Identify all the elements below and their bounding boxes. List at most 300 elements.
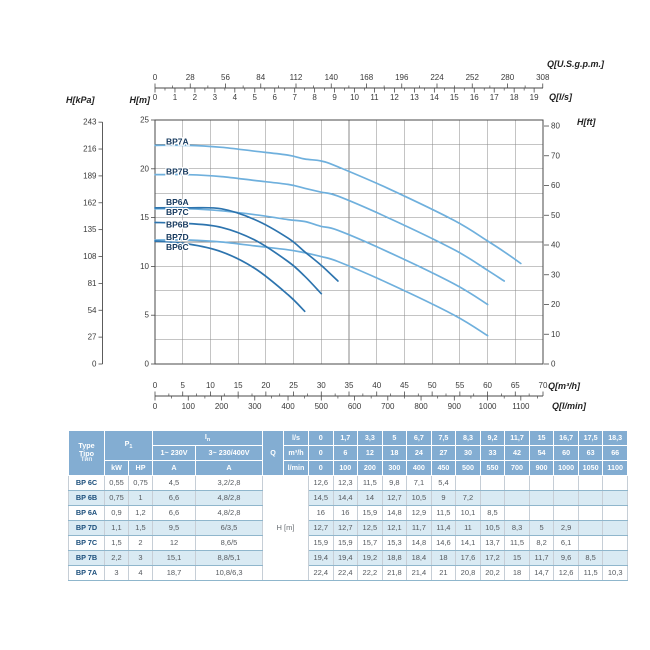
h-value-cell: 14,7 — [529, 566, 554, 581]
svg-text:54: 54 — [87, 305, 97, 315]
svg-text:55: 55 — [455, 381, 465, 390]
h-value-cell: 13,7 — [480, 536, 505, 551]
flow-m3h-value: 60 — [554, 446, 579, 461]
header-row-2 — [69, 446, 628, 461]
svg-text:0: 0 — [92, 359, 97, 369]
hp-value-cell: 4 — [129, 566, 153, 581]
h-value-cell — [603, 536, 628, 551]
flow-m3h-value: 54 — [529, 446, 554, 461]
svg-text:196: 196 — [395, 73, 409, 82]
svg-text:10: 10 — [350, 93, 359, 102]
svg-text:243: 243 — [83, 117, 97, 127]
h-value-cell: 19,4 — [309, 551, 334, 566]
svg-text:0: 0 — [152, 73, 158, 82]
svg-text:140: 140 — [324, 73, 338, 82]
v400-header: 3~ 230/400V — [196, 446, 263, 461]
type-cell: BP 6B — [69, 491, 105, 506]
h-value-cell — [505, 476, 530, 491]
svg-text:20: 20 — [261, 381, 271, 390]
flow-m3h-value: 63 — [578, 446, 603, 461]
amp-230-header: A — [153, 461, 196, 476]
h-value-cell: 11,7 — [407, 521, 432, 536]
type-header — [69, 431, 105, 476]
svg-text:50: 50 — [551, 210, 560, 220]
flow-lmin-value: 1100 — [603, 461, 628, 476]
h-value-cell — [505, 506, 530, 521]
svg-text:17: 17 — [489, 93, 499, 102]
flow-ls-value: 6,7 — [407, 431, 432, 446]
in-header: $I_n$ — [153, 431, 263, 446]
h-value-cell — [603, 521, 628, 536]
h-value-cell: 11,5 — [431, 506, 456, 521]
curve-label-BP7B: BP7B — [166, 166, 189, 177]
curve-label-BP7D: BP7D — [166, 232, 189, 243]
flow-ls-value: 7,5 — [431, 431, 456, 446]
h-value-cell: 7,1 — [407, 476, 432, 491]
flow-ls-value: 17,5 — [578, 431, 603, 446]
flow-ls-value: 1,7 — [333, 431, 358, 446]
amp-230-value-cell: 15,1 — [153, 551, 196, 566]
svg-text:70: 70 — [538, 381, 548, 390]
h-value-cell — [480, 491, 505, 506]
unit-ls-header: l/s — [284, 431, 309, 446]
svg-text:Q[l/s]: Q[l/s] — [549, 92, 573, 102]
svg-text:100: 100 — [181, 402, 195, 411]
svg-text:14: 14 — [429, 93, 439, 102]
h-value-cell: 14,6 — [431, 536, 456, 551]
h-value-cell: 15,9 — [333, 536, 358, 551]
h-value-cell: 17,6 — [456, 551, 481, 566]
svg-text:1: 1 — [172, 93, 178, 102]
svg-text:25: 25 — [289, 381, 299, 390]
flow-lmin-value: 1000 — [554, 461, 579, 476]
p1-header: $P_1$ — [105, 431, 153, 461]
svg-text:15: 15 — [233, 381, 243, 390]
svg-text:200: 200 — [214, 402, 229, 411]
pump-row-bp6b — [69, 491, 628, 506]
unit-lmin-header: l/min — [284, 461, 309, 476]
svg-text:800: 800 — [414, 402, 428, 411]
svg-text:0: 0 — [152, 402, 158, 411]
header-row-1 — [69, 431, 628, 446]
h-value-cell: 5 — [529, 521, 554, 536]
svg-text:81: 81 — [87, 278, 97, 288]
h-value-cell — [578, 476, 603, 491]
h-value-cell: 14,8 — [382, 506, 407, 521]
h-value-cell: 11,4 — [431, 521, 456, 536]
svg-text:40: 40 — [372, 381, 382, 390]
svg-text:25: 25 — [140, 115, 149, 125]
amp-400-header: A — [196, 461, 263, 476]
svg-text:28: 28 — [185, 73, 195, 82]
table-header — [69, 431, 628, 476]
hp-value-cell: 1 — [129, 491, 153, 506]
h-value-cell: 15,3 — [382, 536, 407, 551]
svg-text:1000: 1000 — [478, 402, 497, 411]
kw-value-cell: 2,2 — [105, 551, 129, 566]
flow-m3h-value: 0 — [309, 446, 334, 461]
flow-m3h-value: 12 — [358, 446, 383, 461]
h-value-cell: 18 — [431, 551, 456, 566]
h-value-cell: 8,5 — [578, 551, 603, 566]
curve-labels — [166, 136, 189, 252]
h-value-cell: 20,2 — [480, 566, 505, 581]
svg-text:10: 10 — [140, 261, 149, 271]
svg-text:70: 70 — [551, 151, 560, 161]
flow-ls-value: 0 — [309, 431, 334, 446]
h-value-cell: 14,4 — [333, 491, 358, 506]
type-cell: BP 7D — [69, 521, 105, 536]
svg-text:168: 168 — [359, 73, 374, 82]
axis-ls — [153, 88, 573, 102]
h-value-cell — [554, 491, 579, 506]
svg-text:600: 600 — [347, 402, 362, 411]
svg-text:10: 10 — [205, 381, 215, 390]
h-value-cell: 22,4 — [333, 566, 358, 581]
pump-row-bp7b — [69, 551, 628, 566]
axis-m3h — [153, 381, 581, 396]
flow-m3h-value: 33 — [480, 446, 505, 461]
svg-text:2: 2 — [192, 93, 198, 102]
svg-text:60: 60 — [483, 381, 493, 390]
hp-header: HP — [129, 461, 153, 476]
h-value-cell: 14,8 — [407, 536, 432, 551]
svg-text:135: 135 — [83, 225, 97, 235]
h-value-cell — [554, 476, 579, 491]
svg-text:H[m]: H[m] — [129, 95, 150, 105]
h-value-cell: 19,4 — [333, 551, 358, 566]
type-cell: BP 7A — [69, 566, 105, 581]
flow-ls-value: 5 — [382, 431, 407, 446]
amp-400-value-cell: 3,2/2,8 — [196, 476, 263, 491]
svg-text:12: 12 — [389, 93, 399, 102]
pump-row-bp7d — [69, 521, 628, 536]
h-value-cell: 12,7 — [333, 521, 358, 536]
h-value-cell: 8,3 — [505, 521, 530, 536]
axis-ft — [544, 117, 596, 369]
svg-text:Q[m³/h]: Q[m³/h] — [548, 381, 580, 391]
h-value-cell: 2,9 — [554, 521, 579, 536]
h-value-cell: 18,4 — [407, 551, 432, 566]
flow-lmin-value: 450 — [431, 461, 456, 476]
svg-text:7: 7 — [292, 93, 297, 102]
svg-text:6: 6 — [272, 93, 277, 102]
flow-lmin-value: 0 — [309, 461, 334, 476]
flow-lmin-value: 200 — [358, 461, 383, 476]
h-value-cell: 14,5 — [309, 491, 334, 506]
svg-text:56: 56 — [221, 73, 230, 82]
h-value-cell: 12,3 — [333, 476, 358, 491]
axis-usgpm — [153, 59, 605, 88]
svg-text:15: 15 — [140, 213, 149, 223]
svg-text:H[kPa]: H[kPa] — [66, 95, 95, 105]
svg-text:0: 0 — [152, 93, 158, 102]
svg-text:30: 30 — [551, 270, 560, 280]
curve-BP7A — [155, 145, 521, 263]
unit-m3h-header: m³/h — [284, 446, 309, 461]
h-value-cell: 9,8 — [382, 476, 407, 491]
svg-text:10: 10 — [551, 329, 560, 339]
h-value-cell: 11,5 — [358, 476, 383, 491]
svg-text:5: 5 — [252, 93, 257, 102]
h-value-cell — [603, 506, 628, 521]
curves — [155, 145, 521, 335]
h-value-cell: 12,9 — [407, 506, 432, 521]
svg-text:300: 300 — [248, 402, 262, 411]
flow-lmin-value: 700 — [505, 461, 530, 476]
flow-ls-value: 3,3 — [358, 431, 383, 446]
h-value-cell: 21 — [431, 566, 456, 581]
svg-text:189: 189 — [83, 171, 97, 181]
flow-lmin-value: 900 — [529, 461, 554, 476]
h-value-cell: 7,2 — [456, 491, 481, 506]
flow-lmin-value: 100 — [333, 461, 358, 476]
h-value-cell — [578, 536, 603, 551]
h-value-cell: 12,7 — [309, 521, 334, 536]
header-row-3 — [69, 461, 628, 476]
kw-value-cell: 0,75 — [105, 491, 129, 506]
amp-230-value-cell: 9,5 — [153, 521, 196, 536]
flow-ls-value: 16,7 — [554, 431, 579, 446]
svg-text:224: 224 — [430, 73, 444, 82]
h-value-cell: 18 — [505, 566, 530, 581]
h-value-cell: 14,1 — [456, 536, 481, 551]
svg-text:0: 0 — [144, 359, 149, 369]
type-cell: BP 7C — [69, 536, 105, 551]
h-value-cell — [480, 476, 505, 491]
axis-m — [130, 95, 156, 369]
amp-400-value-cell: 10,8/6,3 — [196, 566, 263, 581]
h-value-cell: 16 — [333, 506, 358, 521]
svg-text:1100: 1100 — [512, 402, 530, 411]
svg-text:65: 65 — [510, 381, 520, 390]
svg-text:27: 27 — [87, 332, 97, 342]
hp-value-cell: 1,2 — [129, 506, 153, 521]
table-body — [69, 476, 628, 581]
pump-row-bp7c — [69, 536, 628, 551]
h-value-cell: 12,7 — [382, 491, 407, 506]
hp-value-cell: 2 — [129, 536, 153, 551]
svg-text:500: 500 — [314, 402, 328, 411]
type-cell: BP 6A — [69, 506, 105, 521]
h-value-cell — [554, 506, 579, 521]
h-value-cell: 10,3 — [603, 566, 628, 581]
svg-text:13: 13 — [409, 93, 419, 102]
h-value-cell: 6,1 — [554, 536, 579, 551]
h-value-cell — [603, 551, 628, 566]
h-value-cell: 11,5 — [578, 566, 603, 581]
kw-value-cell: 0,9 — [105, 506, 129, 521]
svg-text:Q[U.S.g.p.m.]: Q[U.S.g.p.m.] — [547, 59, 604, 69]
svg-text:0: 0 — [551, 359, 556, 369]
h-value-cell — [456, 476, 481, 491]
flow-lmin-value: 400 — [407, 461, 432, 476]
svg-text:30: 30 — [316, 381, 326, 390]
h-value-cell: 16 — [309, 506, 334, 521]
svg-text:11: 11 — [370, 93, 379, 102]
h-value-cell: 21,8 — [382, 566, 407, 581]
h-value-cell: 9 — [431, 491, 456, 506]
curve-label-BP7A: BP7A — [166, 136, 189, 147]
kw-value-cell: 1,5 — [105, 536, 129, 551]
svg-text:20: 20 — [551, 300, 560, 310]
h-value-cell — [578, 506, 603, 521]
h-value-cell: 12,6 — [309, 476, 334, 491]
svg-text:162: 162 — [83, 198, 97, 208]
curve-label-BP6C: BP6C — [166, 242, 189, 253]
svg-text:216: 216 — [83, 144, 97, 154]
kw-value-cell: 3 — [105, 566, 129, 581]
flow-m3h-value: 24 — [407, 446, 432, 461]
type-cell: BP 6C — [69, 476, 105, 491]
amp-400-value-cell: 4,8/2,8 — [196, 491, 263, 506]
flow-ls-value: 18,3 — [603, 431, 628, 446]
flow-lmin-value: 300 — [382, 461, 407, 476]
h-value-cell: 19,2 — [358, 551, 383, 566]
amp-400-value-cell: 8,6/5 — [196, 536, 263, 551]
amp-230-value-cell: 18,7 — [153, 566, 196, 581]
q-header: Q — [263, 431, 284, 476]
svg-text:252: 252 — [465, 73, 479, 82]
h-value-cell: 15 — [505, 551, 530, 566]
svg-text:19: 19 — [529, 93, 539, 102]
flow-m3h-value: 30 — [456, 446, 481, 461]
h-value-cell: 10,1 — [456, 506, 481, 521]
h-value-cell: 15,7 — [358, 536, 383, 551]
amp-400-value-cell: 4,8/2,8 — [196, 506, 263, 521]
svg-text:400: 400 — [281, 402, 295, 411]
svg-text:112: 112 — [289, 73, 303, 82]
curve-label-BP6A: BP6A — [166, 196, 189, 207]
svg-text:40: 40 — [551, 240, 560, 250]
h-value-cell: 22,2 — [358, 566, 383, 581]
h-value-cell — [529, 476, 554, 491]
hp-value-cell: 3 — [129, 551, 153, 566]
h-value-cell: 22,4 — [309, 566, 334, 581]
type-cell: BP 7B — [69, 551, 105, 566]
svg-text:45: 45 — [399, 381, 409, 390]
axis-kpa — [66, 95, 103, 369]
h-value-cell: 21,4 — [407, 566, 432, 581]
svg-text:5: 5 — [180, 381, 185, 390]
svg-text:35: 35 — [344, 381, 354, 390]
svg-text:16: 16 — [469, 93, 479, 102]
svg-text:50: 50 — [427, 381, 437, 390]
h-value-cell: 11,7 — [529, 551, 554, 566]
h-value-cell: 20,8 — [456, 566, 481, 581]
h-value-cell: 17,2 — [480, 551, 505, 566]
h-value-cell: 15,9 — [309, 536, 334, 551]
h-value-cell: 15,9 — [358, 506, 383, 521]
v230-header: 1~ 230V — [153, 446, 196, 461]
hp-value-cell: 0,75 — [129, 476, 153, 491]
pump-spec-table — [68, 430, 628, 581]
svg-text:20: 20 — [140, 164, 149, 174]
h-value-cell: 12,1 — [382, 521, 407, 536]
svg-text:H[ft]: H[ft] — [577, 117, 596, 127]
kw-header: kW — [105, 461, 129, 476]
h-value-cell: 18,8 — [382, 551, 407, 566]
svg-text:5: 5 — [144, 310, 149, 320]
flow-m3h-value: 6 — [333, 446, 358, 461]
amp-400-value-cell: 6/3,5 — [196, 521, 263, 536]
svg-text:60: 60 — [551, 181, 560, 191]
svg-text:Q[l/min]: Q[l/min] — [552, 401, 586, 411]
h-value-cell — [529, 506, 554, 521]
amp-230-value-cell: 12 — [153, 536, 196, 551]
h-value-cell: 14 — [358, 491, 383, 506]
flow-lmin-value: 1050 — [578, 461, 603, 476]
pump-row-bp6c — [69, 476, 628, 491]
svg-text:280: 280 — [500, 73, 515, 82]
h-value-cell — [603, 491, 628, 506]
kw-value-cell: 0,55 — [105, 476, 129, 491]
svg-text:3: 3 — [212, 93, 218, 102]
h-value-cell: 12,6 — [554, 566, 579, 581]
svg-text:4: 4 — [232, 93, 238, 102]
h-value-cell: 10,5 — [407, 491, 432, 506]
type-header-ru: Тип — [80, 456, 93, 464]
flow-ls-value: 11,7 — [505, 431, 530, 446]
svg-text:0: 0 — [152, 381, 158, 390]
svg-text:8: 8 — [312, 93, 317, 102]
svg-text:18: 18 — [509, 93, 519, 102]
h-value-cell: 10,5 — [480, 521, 505, 536]
h-value-cell: 5,4 — [431, 476, 456, 491]
flow-lmin-value: 550 — [480, 461, 505, 476]
flow-ls-value: 8,3 — [456, 431, 481, 446]
svg-text:80: 80 — [551, 121, 560, 131]
type-header-en: Type — [78, 440, 95, 450]
svg-text:84: 84 — [256, 73, 266, 82]
kw-value-cell: 1,1 — [105, 521, 129, 536]
flow-ls-value: 9,2 — [480, 431, 505, 446]
h-value-cell: 9,6 — [554, 551, 579, 566]
h-value-cell — [578, 491, 603, 506]
head-unit-cell: H [m] — [263, 476, 309, 581]
h-value-cell — [529, 491, 554, 506]
h-value-cell — [603, 476, 628, 491]
curve-label-BP6B: BP6B — [166, 219, 189, 230]
axis-lmin — [153, 396, 587, 411]
flow-m3h-value: 27 — [431, 446, 456, 461]
amp-230-value-cell: 4,5 — [153, 476, 196, 491]
h-value-cell: 11 — [456, 521, 481, 536]
pump-row-bp6a — [69, 506, 628, 521]
svg-text:108: 108 — [83, 252, 97, 262]
svg-text:308: 308 — [536, 73, 550, 82]
curve-label-BP7C: BP7C — [166, 206, 189, 217]
h-value-cell: 8,5 — [480, 506, 505, 521]
flow-m3h-value: 42 — [505, 446, 530, 461]
hp-value-cell: 1,5 — [129, 521, 153, 536]
h-value-cell: 11,5 — [505, 536, 530, 551]
h-value-cell: 8,2 — [529, 536, 554, 551]
h-value-cell: 12,5 — [358, 521, 383, 536]
svg-text:900: 900 — [447, 402, 461, 411]
amp-230-value-cell: 6,6 — [153, 491, 196, 506]
h-value-cell — [505, 491, 530, 506]
flow-m3h-value: 18 — [382, 446, 407, 461]
type-header-it: Tipo — [78, 448, 95, 458]
h-value-cell — [578, 521, 603, 536]
flow-ls-value: 15 — [529, 431, 554, 446]
svg-text:15: 15 — [449, 93, 459, 102]
flow-m3h-value: 66 — [603, 446, 628, 461]
svg-text:9: 9 — [332, 93, 337, 102]
svg-text:700: 700 — [381, 402, 395, 411]
amp-230-value-cell: 6,6 — [153, 506, 196, 521]
